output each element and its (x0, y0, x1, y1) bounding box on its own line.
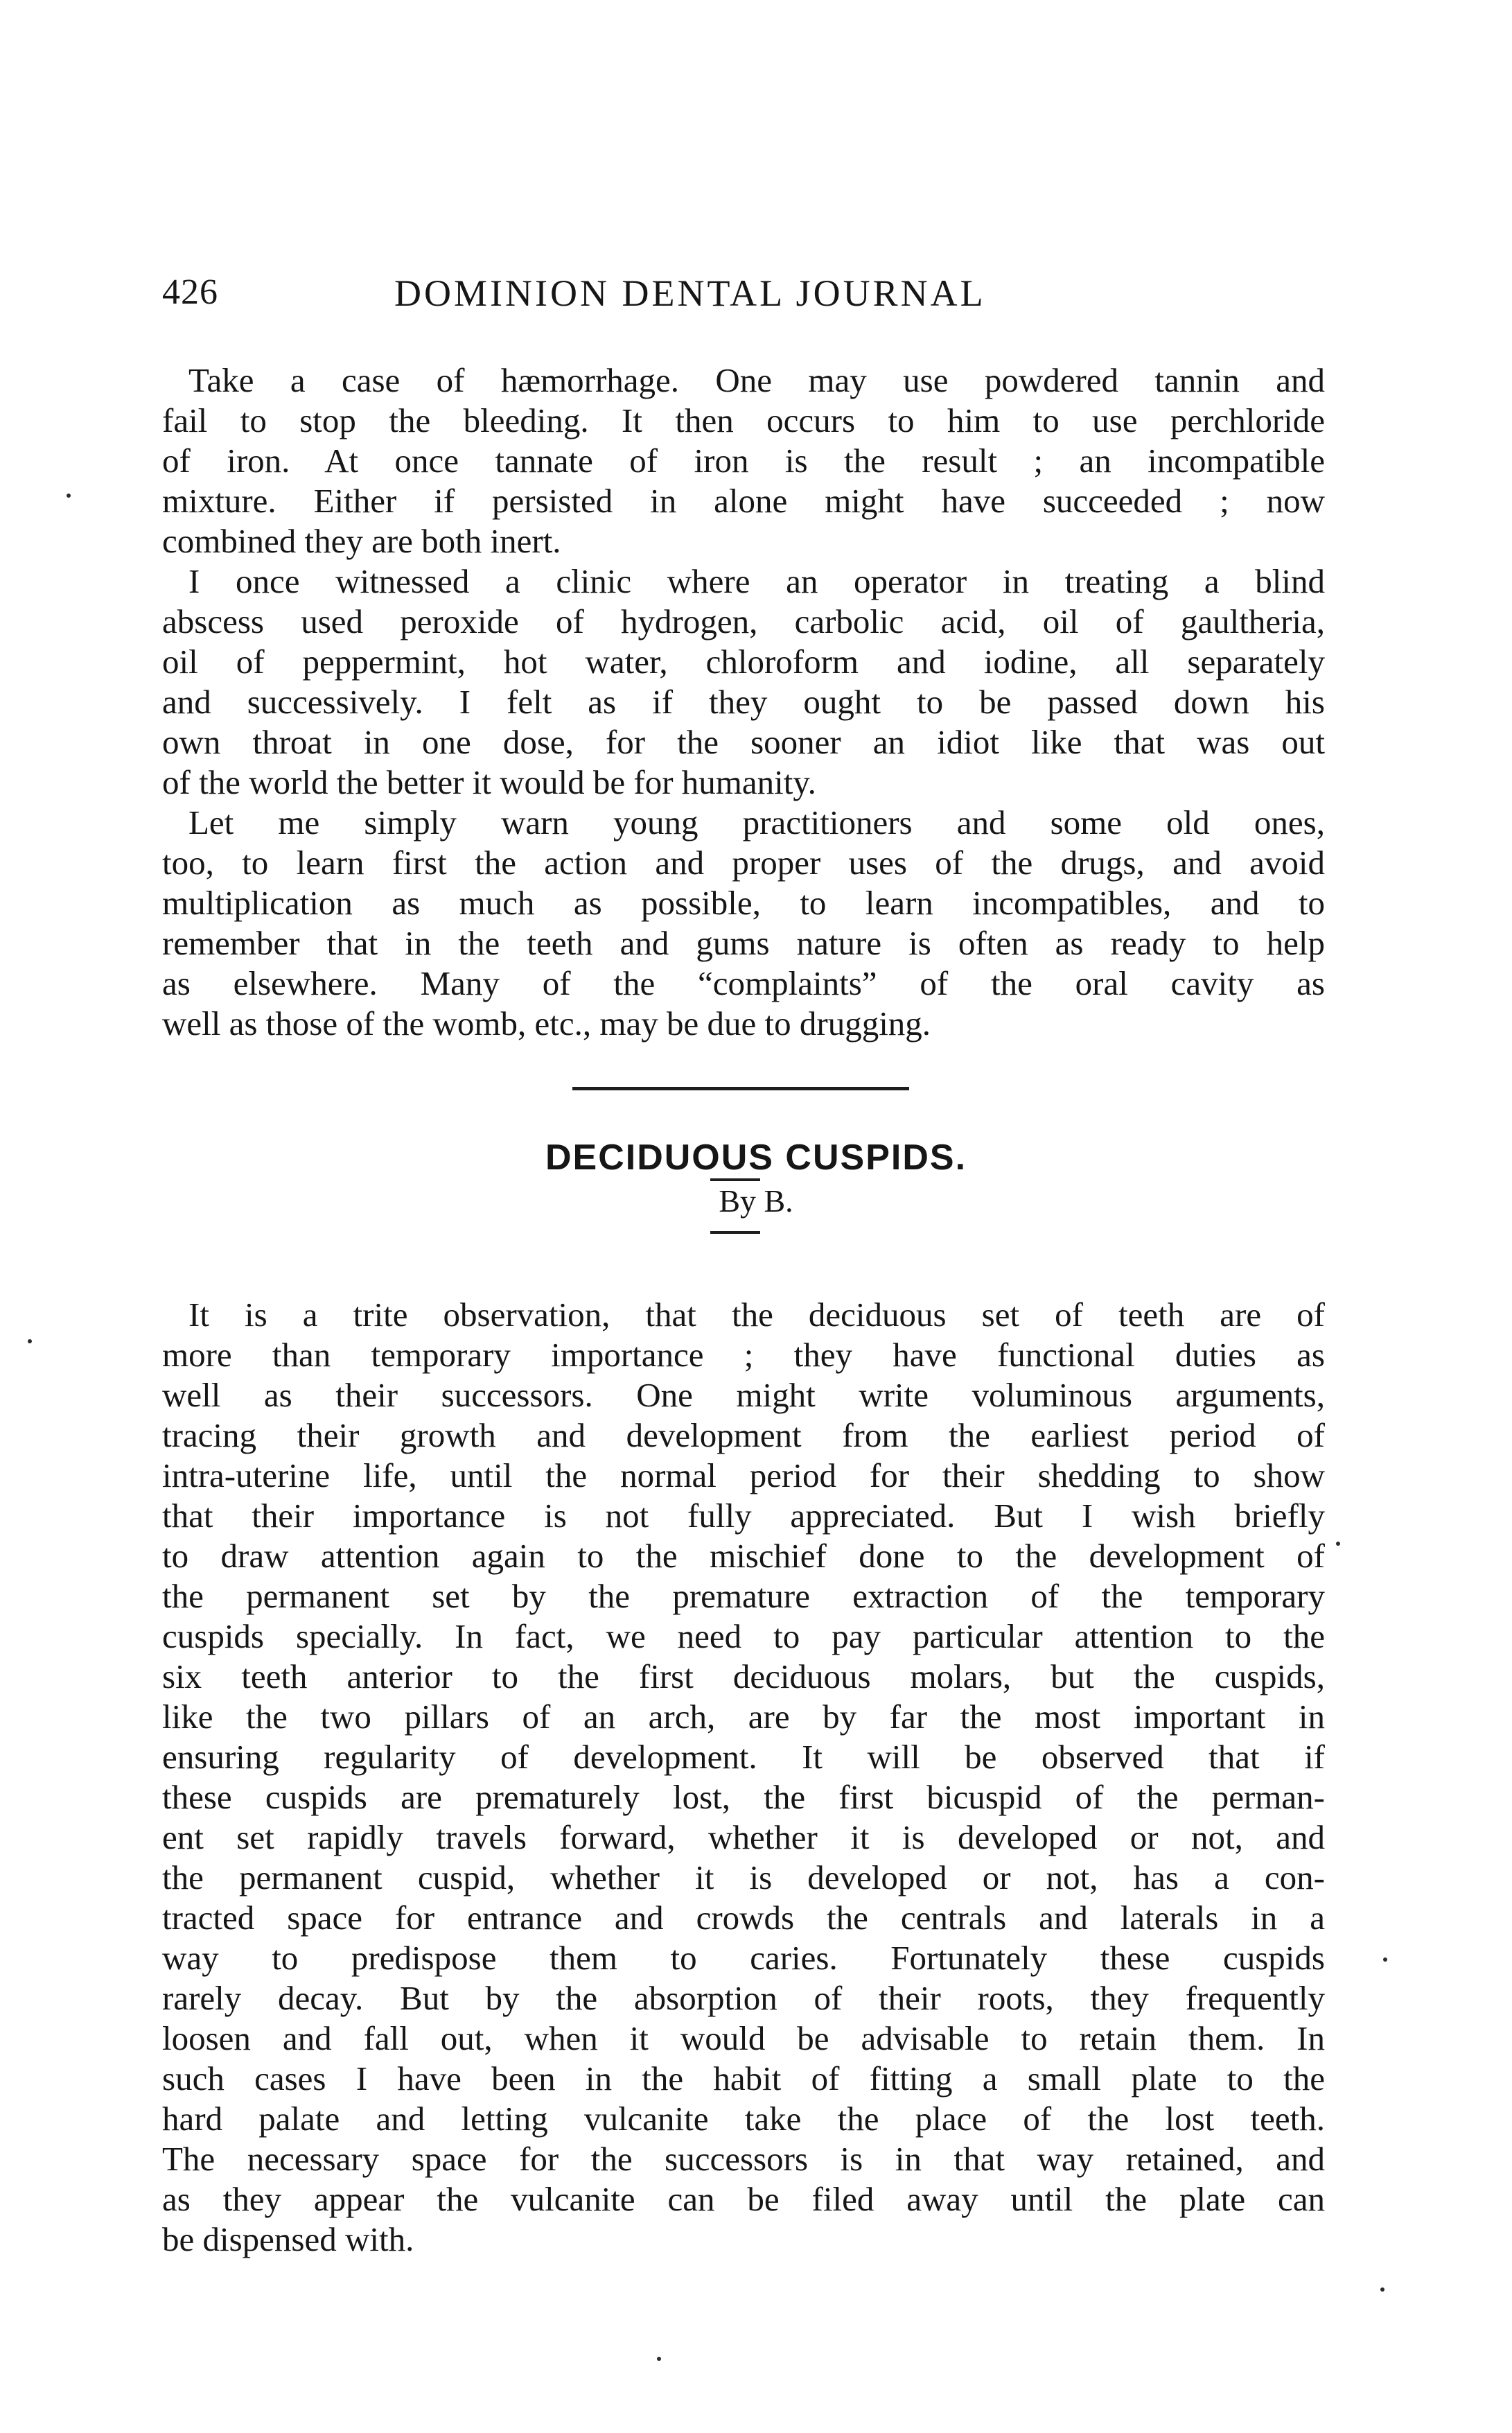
text-line: rarely decay. But by the absorption of their roots, they frequently (162, 1979, 1325, 2017)
paragraph-clinic (162, 561, 1325, 803)
running-head (162, 272, 1325, 320)
text-line: too, to learn first the action and proper uses of the drugs, and avoid (162, 844, 1325, 882)
text-line: cuspids specially. In fact, we need to pay particular attention to the (162, 1617, 1325, 1655)
byline-rule-top (710, 1178, 760, 1181)
scan-speck (1380, 2287, 1384, 2292)
text-line: such cases I have been in the habit of fitting a small plate to the (162, 2059, 1325, 2098)
journal-title: DOMINION DENTAL JOURNAL (394, 272, 986, 314)
text-line: of iron. At once tannate of iron is the result ; an incompatible (162, 442, 1325, 480)
paragraph-haemorrhage (162, 360, 1325, 561)
article-body (162, 1295, 1325, 2260)
text-line: like the two pillars of an arch, are by far the most important in (162, 1698, 1325, 1736)
text-line: abscess used peroxide of hydrogen, carbolic acid, oil of gaultheria, (162, 602, 1325, 640)
byline-rule-bottom (710, 1231, 760, 1234)
scan-speck (657, 2357, 661, 2361)
page-number: 426 (162, 272, 218, 312)
text-line: Take a case of hæmorrhage. One may use powdered tannin and (188, 361, 1325, 399)
text-line: these cuspids are prematurely lost, the first bicuspid of the perman- (162, 1778, 1325, 1816)
article-byline: By B. (719, 1183, 793, 1219)
text-line: oil of peppermint, hot water, chloroform and iodine, all separately (162, 643, 1325, 681)
section-divider (572, 1087, 909, 1090)
scan-speck (28, 1339, 32, 1343)
text-line: well as their successors. One might write voluminous arguments, (162, 1376, 1325, 1414)
text-line: loosen and fall out, when it would be advisable to retain them. In (162, 2019, 1325, 2057)
text-line: ent set rapidly travels forward, whether it is developed or not, and (162, 1818, 1325, 1856)
text-line: the permanent set by the premature extraction of the temporary (162, 1577, 1325, 1615)
text-line: be dispensed with. (162, 2220, 414, 2258)
text-line: as elsewhere. Many of the “complaints” of the oral cavity as (162, 964, 1325, 1002)
text-line: ensuring regularity of development. It will be observed that if (162, 1738, 1325, 1776)
scan-speck (1336, 1542, 1340, 1546)
text-line: own throat in one dose, for the sooner an idiot like that was out (162, 723, 1325, 761)
text-line: as they appear the vulcanite can be filed away until the plate can (162, 2180, 1325, 2218)
scan-speck (67, 494, 71, 498)
text-line: multiplication as much as possible, to learn incompatibles, and to (162, 884, 1325, 922)
text-line: tracted space for entrance and crowds the centrals and laterals in a (162, 1899, 1325, 1937)
text-line: Let me simply warn young practitioners and some old ones, (188, 803, 1325, 841)
text-line: that their importance is not fully appreciated. But I wish briefly (162, 1497, 1325, 1535)
text-line: intra-uterine life, until the normal period for their shedding to show (162, 1456, 1325, 1494)
text-line: way to predispose them to caries. Fortunately these cuspids (162, 1939, 1325, 1977)
text-line: well as those of the womb, etc., may be due to drugging. (162, 1004, 931, 1043)
article-title: DECIDUOUS CUSPIDS. (545, 1137, 967, 1178)
text-line: fail to stop the bleeding. It then occurs to him to use perchloride (162, 401, 1325, 439)
text-line: It is a trite observation, that the deciduous set of teeth are of (188, 1296, 1325, 1334)
text-line: combined they are both inert. (162, 522, 561, 560)
text-line: six teeth anterior to the first deciduous molars, but the cuspids, (162, 1657, 1325, 1695)
scan-speck (1383, 1957, 1387, 1962)
text-line: mixture. Either if persisted in alone might have succeeded ; now (162, 482, 1325, 520)
text-line: The necessary space for the successors is in that way retained, and (162, 2140, 1325, 2178)
text-line: remember that in the teeth and gums nature is often as ready to help (162, 924, 1325, 962)
text-line: hard palate and letting vulcanite take the place of the lost teeth. (162, 2100, 1325, 2138)
text-line: more than temporary importance ; they have functional duties as (162, 1336, 1325, 1374)
text-line: I once witnessed a clinic where an operator in treating a blind (188, 562, 1325, 600)
paragraph-warning (162, 803, 1325, 1044)
text-line: the permanent cuspid, whether it is developed or not, has a con- (162, 1858, 1325, 1896)
text-line: of the world the better it would be for humanity. (162, 763, 816, 801)
text-line: tracing their growth and development from the earliest period of (162, 1416, 1325, 1454)
text-line: to draw attention again to the mischief done to the development of (162, 1537, 1325, 1575)
text-line: and successively. I felt as if they ought to be passed down his (162, 683, 1325, 721)
